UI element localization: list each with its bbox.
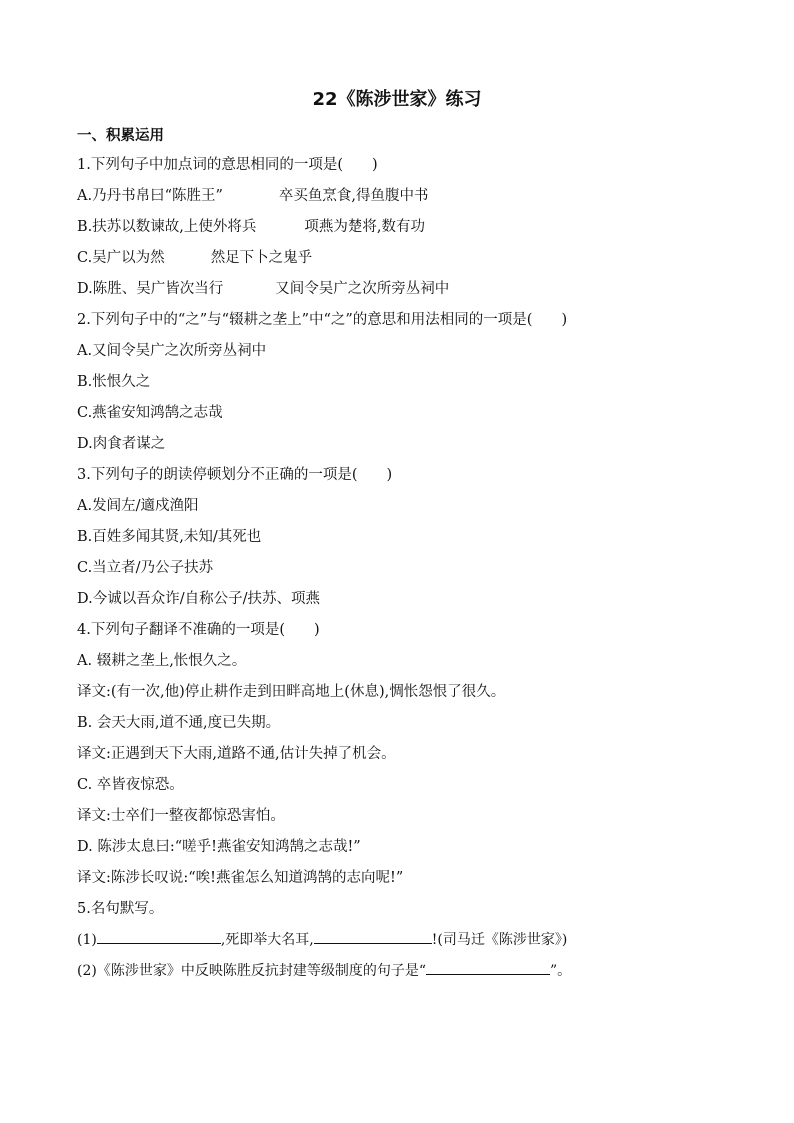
q1-a-right: 卒买鱼烹食,得鱼腹中书	[278, 188, 429, 204]
q2-option-a: A.又间令吴广之次所旁丛祠中	[77, 343, 267, 359]
q1-d-right: 又间令吴广之次所旁丛祠中	[275, 281, 450, 297]
q4-a-translation: 译文:(有一次,他)停止耕作走到田畔高地上(休息),惆怅怨恨了很久。	[77, 684, 506, 700]
q5-item-2	[77, 958, 737, 989]
q1-stem: 1.下列句子中加点词的意思相同的一项是( )	[77, 157, 378, 173]
q1-b-left: B.扶苏以数谏故,上使外将兵	[77, 219, 257, 235]
q1-option-b	[77, 214, 737, 245]
q5-item2-start: (2)《陈涉世家》中反映陈胜反抗封建等级制度的句子是“	[77, 963, 426, 979]
q5-item2-end: ”。	[550, 963, 572, 979]
q3-stem: 3.下列句子的朗读停顿划分不正确的一项是( )	[77, 467, 393, 483]
q5-blank-3[interactable]	[426, 958, 550, 975]
q5-blank-1[interactable]	[97, 927, 221, 944]
q5-item1-mid: ,死即举大名耳,	[220, 932, 314, 948]
q3-option-b: B.百姓多闻其贤,未知/其死也	[77, 529, 262, 545]
q2-option-b: B.怅恨久之	[77, 374, 151, 390]
q3-option-d: D.今诚以吾众诈/自称公子/扶苏、项燕	[77, 591, 320, 607]
q4-option-d: D. 陈涉太息曰:“嗟乎!燕雀安知鸿鹄之志哉!”	[77, 839, 361, 855]
q1-d-left: D.陈胜、吴广皆次当行	[77, 281, 224, 297]
q2-option-d: D.肉食者谋之	[77, 436, 166, 452]
q1-b-right: 项燕为楚将,数有功	[304, 219, 425, 235]
q4-d-translation: 译文:陈涉长叹说:“唉!燕雀怎么知道鸿鹄的志向呢!”	[77, 870, 404, 886]
q3-option-a: A.发闾左/適戍渔阳	[77, 498, 199, 514]
q4-b-translation: 译文:正遇到天下大雨,道路不通,估计失掉了机会。	[77, 746, 396, 762]
q1-option-c	[77, 245, 737, 276]
q1-option-a	[77, 183, 737, 214]
q5-stem: 5.名句默写。	[77, 901, 164, 917]
q5-blank-2[interactable]	[314, 927, 432, 944]
q5-item-1	[77, 927, 737, 958]
page-title: 22《陈涉世家》练习	[312, 89, 482, 110]
section-heading: 一、积累运用	[77, 128, 164, 144]
q5-item1-end: !(司马迁《陈涉世家》)	[431, 932, 568, 948]
q2-stem: 2.下列句子中的“之”与“辍耕之垄上”中“之”的意思和用法相同的一项是( )	[77, 312, 568, 328]
question-list	[77, 152, 737, 989]
q1-a-left: A.乃丹书帛曰“陈胜王”	[77, 188, 223, 204]
q1-option-d	[77, 276, 737, 307]
q2-option-c: C.燕雀安知鸿鹄之志哉	[77, 405, 223, 421]
q5-item1-num: (1)	[77, 932, 97, 948]
q1-c-right: 然足下卜之鬼乎	[210, 250, 313, 266]
q4-c-translation: 译文:士卒们一整夜都惊恐害怕。	[77, 808, 285, 824]
q3-option-c: C.当立者/乃公子扶苏	[77, 560, 214, 576]
q4-option-c: C. 卒皆夜惊恐。	[77, 777, 184, 793]
q4-option-b: B. 会天大雨,道不通,度已失期。	[77, 715, 281, 731]
q4-option-a: A. 辍耕之垄上,怅恨久之。	[77, 653, 247, 669]
q1-c-left: C.吴广以为然	[77, 250, 165, 266]
q4-stem: 4.下列句子翻译不准确的一项是( )	[77, 622, 320, 638]
